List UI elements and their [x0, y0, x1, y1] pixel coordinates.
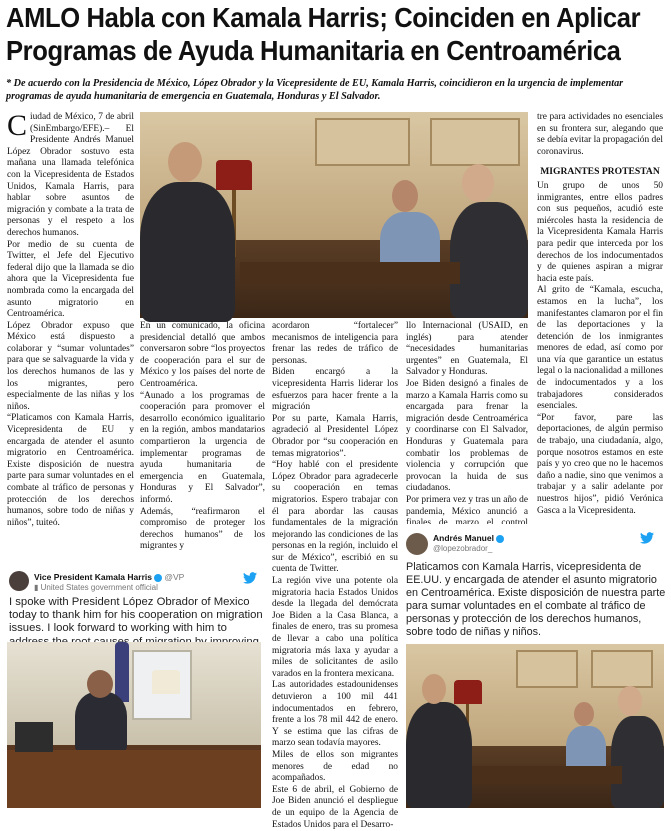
lamp-shade — [454, 680, 482, 704]
person-right — [611, 716, 664, 808]
paragraph: Además, “reafirmaron el compromiso de proteger los derechos humanos” de los migrantes y — [140, 506, 265, 552]
paragraph: acordaron “fortalecer” mecanismos de inteligencia para frenar las redes de tráfico de personas. — [272, 321, 398, 366]
tweet-kamala-harris[interactable] — [3, 568, 265, 809]
tweet-text: Platicamos con Kamala Harris, vicepresidenta de EE.UU. y encargada de atender el asunto migratorio en Centroamérica. Existe disposición de nuestra parte para sumar voluntades en el combate al tráfico de personas y protección de los derechos humanos, sobre todo de niñas y niños. — [406, 561, 666, 638]
person-center-head — [574, 702, 594, 726]
paragraph: Las autoridades estadounidenses detuvieron a 100 mil 441 indocumentados en febrero, frente a los 78 mil 442 de enero. Y se estima que las cifras de marzo sean todavía mayores. — [272, 680, 398, 749]
photo-panel — [430, 118, 520, 166]
photo-panel — [591, 650, 653, 688]
lamp-shade — [152, 670, 180, 694]
dateline-text: iudad de México, 7 de abril (SinEmbargo/EFE).– El Presidente Andrés Manuel López Obrador sostuvo esta mañana una llamada telefónica con la Vicepresidenta de Estados Unidos, Kamala Harris, para hablar sobre asuntos de migración y combate a la trata de personas y el respeto a los derechos humanos. — [7, 112, 134, 238]
headline — [6, 2, 641, 68]
paragraph: Un grupo de unos 50 inmigrantes, entre ellos padres con sus pequeños, acudió este miércoles hasta la residencia de la Vicepresidenta Kamala Harris para pedir que interceda por los derechos de los indocumentados y de quienes aspiran a migrar hacia este país. — [537, 180, 663, 284]
photo-panel — [516, 650, 578, 688]
photo-table — [240, 262, 460, 284]
tweet-handle: @lopezobrador_ — [433, 544, 493, 553]
dateline-paragraph — [7, 109, 134, 240]
dek: * De acuerdo con la Presidencia de México, López Obrador y la Vicepresidente de EU, Kamala Harris, coincidieron en la urgencia de implementar programas de ayuda humanitaria de emergencia en Guatemala, Honduras y El Salvador. — [6, 78, 624, 102]
tweet-lopez-obrador[interactable] — [403, 524, 667, 810]
person-harris-head — [87, 670, 113, 698]
avatar — [9, 571, 29, 591]
paragraph: Por su parte, Kamala Harris, agradeció al Presidentel López Obrador por “su cooperación en temas migratorios”. — [272, 413, 398, 459]
paragraph: Este 6 de abril, el Gobierno de Joe Biden anunció el despliegue de un equipo de la Agencia de Estados Unidos para el Desarro- — [272, 784, 398, 830]
paragraph: La región vive una potente ola migratoria hacia Estados Unidos desde la llegada del demócrata Joe Biden a la Casa Blanca, a finales de enero, tras su promesa de llevar a cabo una política migratoria más laxa y ayudar a miles de solicitantes de asilo varados en la frontera mexicana. — [272, 576, 398, 679]
tweet-handle: @VP — [164, 572, 185, 582]
verified-icon — [496, 535, 504, 543]
paragraph: Biden encargó a la vicepresidenta Harris liderar los esfuerzos para hacer frente a la migración — [272, 367, 398, 413]
paragraph: Miles de ellos son migrantes menores de edad no acompañados. — [272, 749, 398, 784]
column-5 — [537, 112, 663, 526]
paragraph: En un comunicado, la oficina presidencial detalló que ambos conversaron sobre “los proyectos de cooperación para el sur de México y los países del norte de Centroamérica. — [140, 321, 265, 389]
paragraph: Al grito de “Kamala, escucha, estamos en la lucha”, los manifestantes clamaron por el fin de las deportaciones y la detención de los inmigrantes menores de edad, así como por una vía que garantice un estatus legal o la nacionalidad a millones de indocumentados y a los trabajadores considerados esenciales. — [537, 285, 663, 412]
photo-table — [472, 766, 622, 784]
photo-desk — [7, 750, 261, 808]
column-3 — [272, 321, 398, 830]
person-center-head — [392, 180, 418, 212]
drop-cap: C — [7, 109, 28, 142]
paragraph: Por medio de su cuenta de Twitter, el Jefe del Ejecutivo federal dijo que la llamada se dio ahora que la Vicepresidenta fue nombrada como la encargada del asunto migratorio en Centroamérica. — [7, 239, 134, 320]
verified-icon — [154, 574, 162, 582]
avatar — [406, 533, 428, 555]
flag-icon: ▮ — [34, 583, 39, 592]
person-left — [140, 182, 235, 322]
paragraph: “Hoy hablé con el presidente López Obrador para agradecerle su cooperación en temas migratorios. Espero trabajar con él para abordar las causas fundamentales de la migración mejorando las condiciones de las personas en la región, incluido el sur de México”, escribió en su cuenta de Twitter. — [272, 460, 398, 575]
tweet-author-name[interactable]: Andrés Manuel — [433, 533, 504, 543]
paragraph: llo Internacional (USAID, en inglés) para atender “necesidades humanitarias urgentes” en Guatemala, El Salvador y Honduras. — [406, 321, 528, 378]
tweet-author-name[interactable]: Vice President Kamala Harris @VP — [34, 572, 185, 582]
tweet-photo — [406, 644, 664, 808]
paragraph: “Aunado a los programas de cooperación para promover el desarrollo económico igualitario en la región, ambos mandatarios compartieron la urgencia de implementar programas de ayuda humanitaria de emergencia en Guatemala, Honduras y El Salvador”, informó. — [140, 390, 265, 505]
section-subhead: MIGRANTES PROTESTAN — [540, 166, 660, 178]
paragraph: Por primera vez y tras un año de pandemia, México anunció a — [406, 494, 528, 517]
column-4 — [406, 321, 528, 521]
account-label: ▮ United States government official — [34, 583, 158, 592]
person-left — [406, 702, 472, 808]
person-right-head — [462, 164, 494, 202]
photo-panel — [315, 118, 410, 166]
flag — [115, 642, 129, 702]
headline-line-2: Programas de Ayuda Humanitaria en Centroamérica — [6, 35, 621, 66]
paragraph: Joe Biden designó a finales de marzo a Kamala Harris como su encargada para frenar la migración desde Centroamérica y coordinarse con El Salvador, Honduras y Guatemala para combatir los problemas de violencia y corrupción que provocan la huida de sus ciudadanos. — [406, 378, 528, 494]
column-1 — [7, 109, 134, 570]
paragraph: “Por favor, pare las deportaciones, de algún permiso de trabajo, una ciudadanía, algo, porque nosotros estamos en este país y yo creo que no le hacemos daño a nadie, sino que venimos a trabajar y a salir adelante por nuestros hijos”, pidió Verónica Gasca a la Vicepresidenta. — [537, 412, 663, 516]
person-harris — [75, 692, 127, 752]
tweet-text: I spoke with President López Obrador of Mexico today to thank him for his cooperation on migration issues. I look forward to working with him to — [9, 596, 263, 635]
headline-line-1: AMLO Habla con Kamala Harris; Coinciden en Aplicar — [6, 2, 641, 33]
phone — [15, 722, 53, 752]
person-left-head — [168, 142, 202, 182]
paragraph: tre para actividades no esenciales en su frontera sur, alegando que se debía evitar la propagación del coronavirus. — [537, 112, 663, 157]
paragraph: “Platicamos con Kamala Harris, Vicepresidenta de EU y encargada de atender el asunto migratorio en Centroamérica. Existe disposición de nuestra parte para sumar voluntades en el combate al tráfico de personas y protección de los derechos humanos, sobre todo de niñas y niños”, tuiteó. — [7, 413, 134, 528]
twitter-bird-icon — [640, 532, 654, 544]
lamp-shade — [216, 160, 252, 190]
column-2 — [140, 321, 265, 559]
tweet-photo — [7, 642, 261, 808]
paragraph: López Obrador expuso que México está dispuesto a colaborar y “sumar voluntades” para que se salvaguarde la vida y los derechos humanos de las y los migrantes, pero especialmente de las niñas y los niños. — [7, 320, 134, 412]
person-right — [450, 202, 528, 318]
twitter-bird-icon — [243, 572, 257, 584]
person-right-head — [618, 686, 642, 716]
person-left-head — [422, 674, 446, 704]
main-photo — [140, 112, 528, 318]
